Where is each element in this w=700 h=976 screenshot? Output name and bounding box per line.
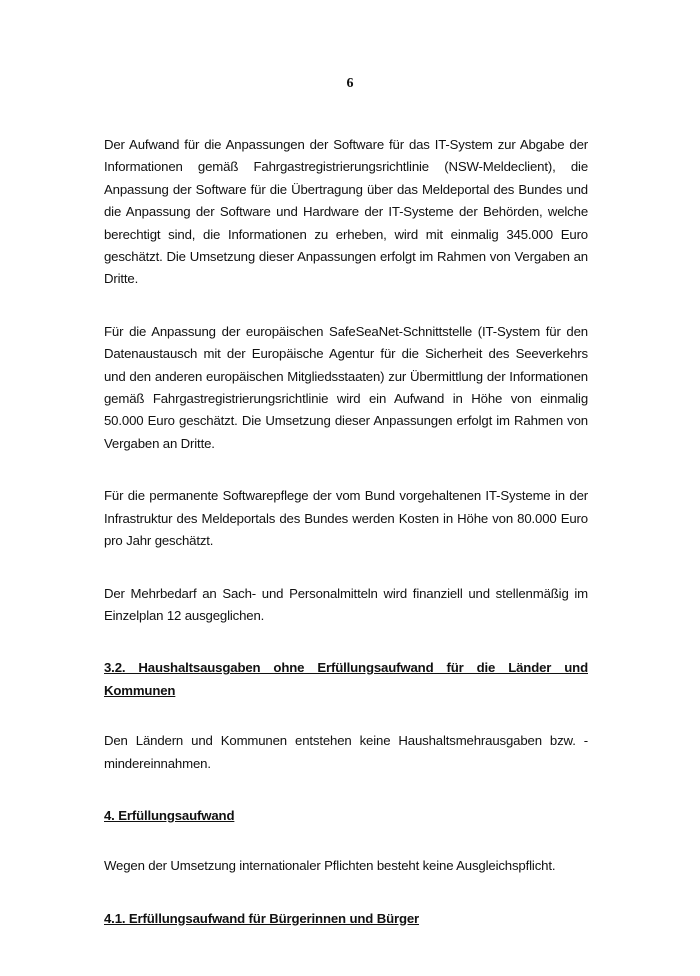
paragraph-laender-kommunen: Den Ländern und Kommunen entstehen keine Haushaltsmehrausgaben bzw. -mindereinnahmen. (104, 733, 588, 771)
paragraph-safeseanet-costs: Für die Anpassung der europäischen SafeSeaNet-Schnittstelle (IT-System für den Datenaustausch mit der Europäische Agentur für die Sicherheit des Seeverkehrs und den anderen europäischen Mitgliedsstaaten) zur Übermittlung der Informationen gemäß Fahrgastregistrierungsrichtlinie wird ein Aufwand in Höhe von einmalig 50.000 Euro geschätzt. Die Umsetzung dieser Anpassungen erfolgt im Rahmen von Vergaben an Dritte. (104, 323, 588, 451)
heading-4-1: 4.1. Erfüllungsaufwand für Bürgerinnen und Bürger (104, 910, 420, 926)
paragraph-ausgleichspflicht: Wegen der Umsetzung internationaler Pflichten besteht keine Ausgleichspflicht. (104, 858, 556, 874)
heading-4: 4. Erfüllungsaufwand (104, 807, 235, 823)
paragraph-additional-requirements: Der Mehrbedarf an Sach- und Personalmitteln wird finanziell und stellenmäßig im Einzelplan 12 ausgeglichen. (104, 585, 588, 623)
document-body (104, 134, 588, 958)
page-number: 6 (346, 76, 354, 91)
heading-3-2: 3.2. Haushaltsausgaben ohne Erfüllungsaufwand für die Länder und Kommunen (104, 660, 588, 698)
paragraph-it-system-costs: Der Aufwand für die Anpassungen der Software für das IT-System zur Abgabe der Informationen gemäß Fahrgastregistrierungsrichtlinie (NSW-Meldeclient), die Anpassung der Software für die Übertragung über das Meldeportal des Bundes und die Anpassung der Software und Hardware der IT-Systeme der Behörden, welche berechtigt sind, die Informationen zu erheben, wird mit einmalig 345.000 Euro geschätzt. Die Umsetzung dieser Anpassungen erfolgt im Rahmen von Vergaben an Dritte. (104, 137, 588, 287)
paragraph-software-maintenance: Für die permanente Softwarepflege der vom Bund vorgehaltenen IT-Systeme in der Infrastruktur des Meldeportals des Bundes werden Kosten in Höhe von 80.000 Euro pro Jahr geschätzt. (104, 488, 588, 549)
